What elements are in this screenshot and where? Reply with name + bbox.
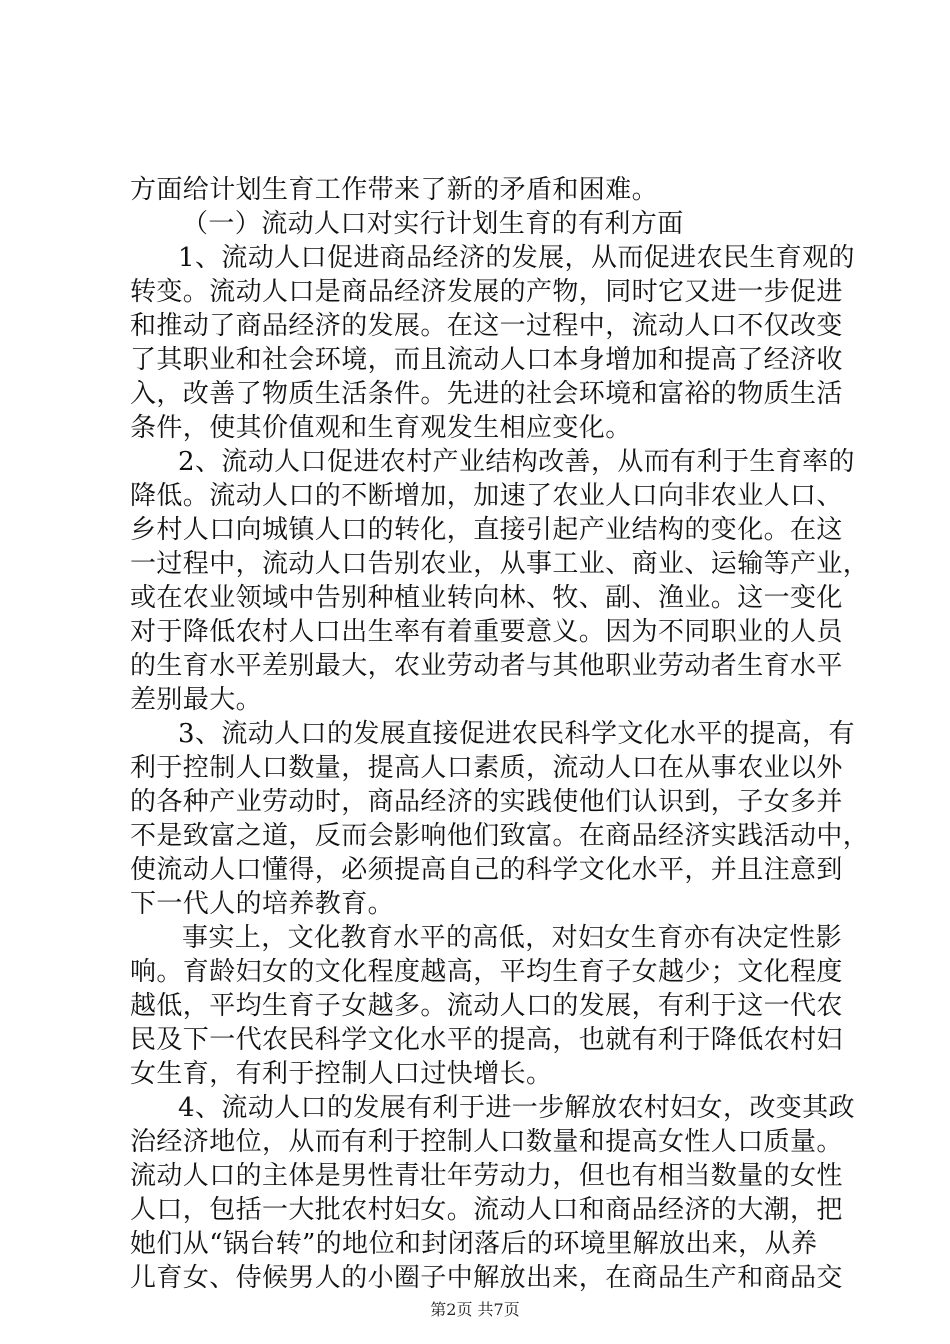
text-line: 越低，平均生育子女越多。流动人口的发展，有利于这一代农 [130, 991, 843, 1021]
text-line: 儿育女、侍候男人的小圈子中解放出来，在商品生产和商品交 [130, 1263, 843, 1293]
text-line: 的各种产业劳动时，商品经济的实践使他们认识到，子女多并 [130, 787, 843, 817]
text-line: 转变。流动人口是商品经济发展的产物，同时它又进一步促进 [130, 277, 843, 307]
section-heading: （一）流动人口对实行计划生育的有利方面 [182, 209, 684, 239]
text-line: 差别最大。 [130, 685, 263, 715]
page-number: 第2页 共7页 [430, 1300, 520, 1319]
text-line: 利于控制人口数量，提高人口素质，流动人口在从事农业以外 [130, 753, 843, 783]
text-line: 对于降低农村人口出生率有着重要意义。因为不同职业的人员 [130, 617, 843, 647]
text-line: 人口，包括一大批农村妇女。流动人口和商品经济的大潮，把 [130, 1195, 843, 1225]
text-line: 和推动了商品经济的发展。在这一过程中，流动人口不仅改变 [130, 311, 843, 341]
text-line: 3、流动人口的发展直接促进农民科学文化水平的提高，有 [178, 719, 855, 749]
text-line: 下一代人的培养教育。 [130, 889, 395, 919]
text-line: 条件，使其价值观和生育观发生相应变化。 [130, 413, 632, 443]
text-line: 2、流动人口促进农村产业结构改善，从而有利于生育率的 [178, 447, 855, 477]
text-line: 不是致富之道，反而会影响他们致富。在商品经济实践活动中， [130, 821, 870, 851]
text-line: 她们从“锅台转”的地位和封闭落后的环境里解放出来，从养 [130, 1229, 818, 1259]
text-line: 事实上，文化教育水平的高低，对妇女生育亦有决定性影 [182, 923, 843, 953]
text-line: 治经济地位，从而有利于控制人口数量和提高女性人口质量。 [130, 1127, 843, 1157]
text-line: 或在农业领域中告别种植业转向林、牧、副、渔业。这一变化 [130, 583, 843, 613]
text-line: 入，改善了物质生活条件。先进的社会环境和富裕的物质生活 [130, 379, 843, 409]
text-line: 方面给计划生育工作带来了新的矛盾和困难。 [130, 175, 659, 205]
text-line: 使流动人口懂得，必须提高自己的科学文化水平，并且注意到 [130, 855, 843, 885]
text-line: 响。育龄妇女的文化程度越高，平均生育子女越少；文化程度 [130, 957, 843, 987]
text-line: 4、流动人口的发展有利于进一步解放农村妇女，改变其政 [178, 1093, 855, 1123]
text-line: 降低。流动人口的不断增加，加速了农业人口向非农业人口、 [130, 481, 843, 511]
text-line: 一过程中，流动人口告别农业，从事工业、商业、运输等产业， [130, 549, 870, 579]
text-line: 女生育，有利于控制人口过快增长。 [130, 1059, 553, 1089]
text-line: 乡村人口向城镇人口的转化，直接引起产业结构的变化。在这 [130, 515, 843, 545]
text-line: 的生育水平差别最大，农业劳动者与其他职业劳动者生育水平 [130, 651, 843, 681]
text-line: 1、流动人口促进商品经济的发展，从而促进农民生育观的 [178, 243, 855, 273]
text-line: 民及下一代农民科学文化水平的提高，也就有利于降低农村妇 [130, 1025, 843, 1055]
text-line: 流动人口的主体是男性青壮年劳动力，但也有相当数量的女性 [130, 1161, 843, 1191]
text-line: 了其职业和社会环境，而且流动人口本身增加和提高了经济收 [130, 345, 843, 375]
